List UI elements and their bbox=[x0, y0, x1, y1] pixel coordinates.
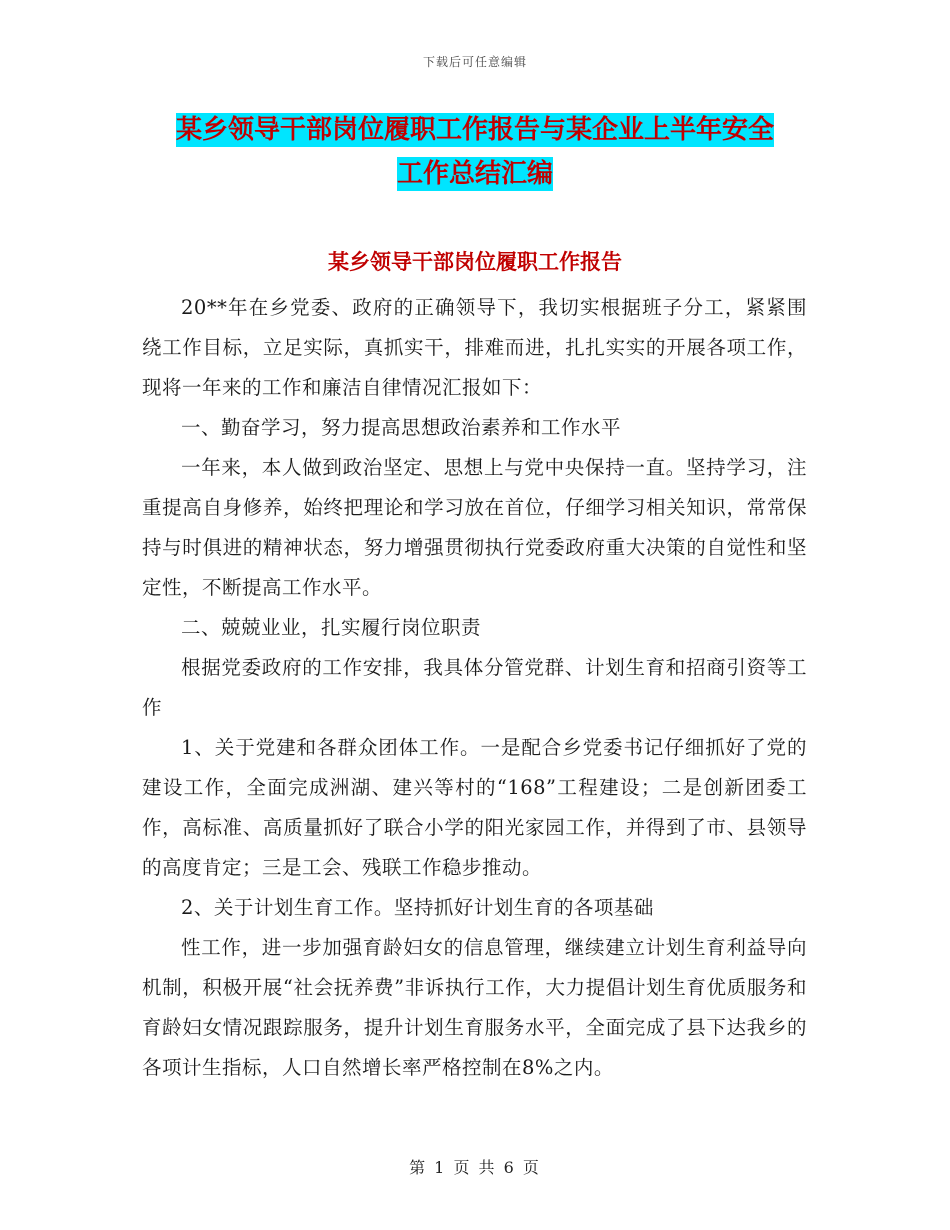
document-body bbox=[142, 288, 807, 1088]
page-footer: 第 1 页 共 6 页 bbox=[409, 1158, 541, 1177]
section-title: 某乡领导干部岗位履职工作报告 bbox=[328, 250, 622, 274]
paragraph: 1、关于党建和各群众团体工作。一是配合乡党委书记仔细抓好了党的建设工作，全面完成洲湖、建兴等村的“168”工程建设；二是创新团委工作，高标准、高质量抓好了联合小学的阳光家园工作，并得到了市、县领导的高度肯定；三是工会、残联工作稳步推动。 bbox=[142, 736, 807, 879]
paragraph: 性工作，进一步加强育龄妇女的信息管理，继续建立计划生育利益导向机制，积极开展“社会抚养费”非诉执行工作，大力提倡计划生育优质服务和育龄妇女情况跟踪服务，提升计划生育服务水平，全面完成了县下达我乡的各项计生指标，人口自然增长率严格控制在8%之内。 bbox=[142, 936, 807, 1079]
document-title-line1: 某乡领导干部岗位履职工作报告与某企业上半年安全 bbox=[175, 115, 774, 145]
paragraph: 根据党委政府的工作安排，我具体分管党群、计划生育和招商引资等工作 bbox=[142, 656, 807, 719]
paragraph: 20**年在乡党委、政府的正确领导下，我切实根据班子分工，紧紧围绕工作目标，立足实际，真抓实干，排难而进，扎扎实实的开展各项工作，现将一年来的工作和廉洁自律情况汇报如下： bbox=[142, 296, 807, 399]
paragraph: 2、关于计划生育工作。坚持抓好计划生育的各项基础 bbox=[181, 896, 654, 919]
paragraph: 一年来，本人做到政治坚定、思想上与党中央保持一直。坚持学习，注重提高自身修养，始终把理论和学习放在首位，仔细学习相关知识，常常保持与时俱进的精神状态，努力增强贯彻执行党委政府重大决策的自觉性和坚定性，不断提高工作水平。 bbox=[142, 456, 807, 599]
paragraph-heading: 二、兢兢业业，扎实履行岗位职责 bbox=[181, 616, 482, 639]
document-title bbox=[140, 108, 810, 196]
document-title-line2: 工作总结汇编 bbox=[396, 159, 553, 189]
header-note: 下载后可任意编辑 bbox=[422, 55, 527, 69]
paragraph-heading: 一、勤奋学习，努力提高思想政治素养和工作水平 bbox=[181, 416, 622, 439]
